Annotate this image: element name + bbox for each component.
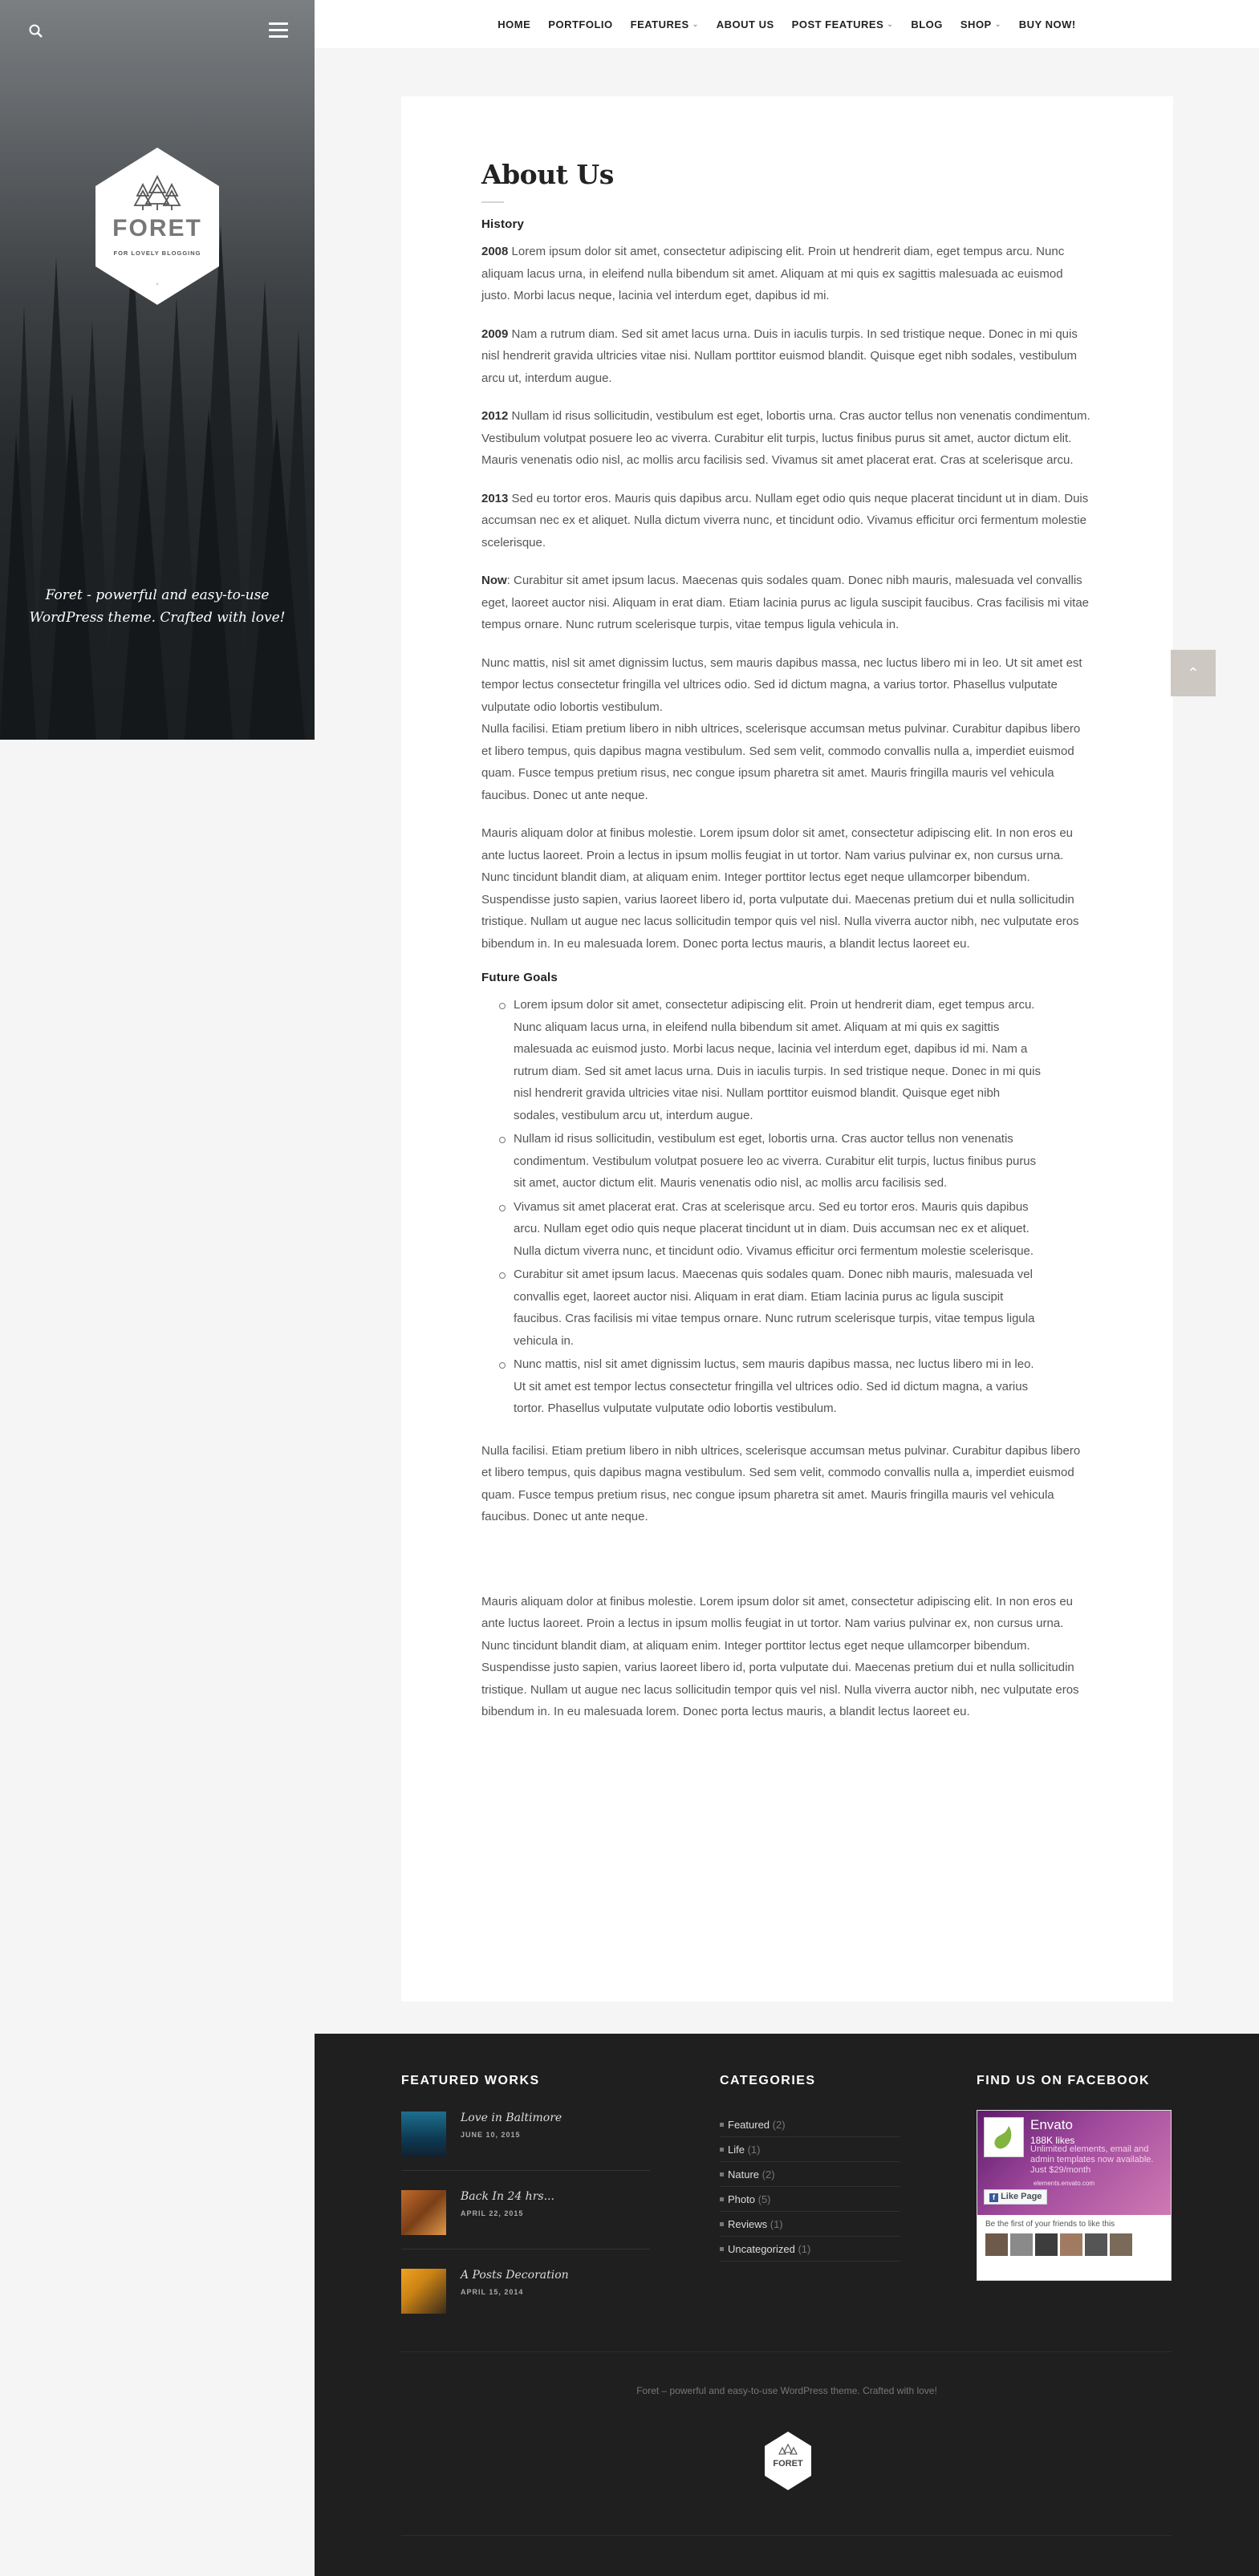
footer-credit: Foret – powerful and easy-to-use WordPress theme. Crafted with love!: [636, 2385, 937, 2396]
page-title: About Us: [481, 159, 614, 190]
history-text: : Curabitur sit amet ipsum lacus. Maecenas quis sodales quam. Donec nibh mauris, malesuada vel convallis eget, laoreet auctor nisi. Aliquam in erat diam. Etiam lacinia purus ac ligula suscipit faucibus. Cras facilisis mi vitae tempus ornare. Nunc rutrum scelerisque turpis, vitae tempus ligula vehicula in.: [481, 574, 1090, 631]
history-entry: [481, 570, 1093, 636]
goal-item: Nunc mattis, nisl sit amet dignissim luctus, sem mauris dapibus massa, nec luctus libero mi in leo. Ut sit amet est tempor lectus consectetur fringilla vel ultrices odio. Sed id dictum magna, a varius tortor. Phasellus vulputate vulputate odio lobortis vestibulum.: [514, 1353, 1059, 1420]
history-text: Nam a rutrum diam. Sed sit amet lacus urna. Duis in iaculis turpis. In sed tristique neque. Donec in mi quis nisl hendrerit gravida ultricies vitae nisi. Nullam porttitor euismod blandit. Quisque eget nibh sodales, vestibulum arcu ut, interdum augue.: [481, 327, 1078, 385]
facebook-cover: [977, 2111, 1171, 2215]
history-text: Lorem ipsum dolor sit amet, consectetur adipiscing elit. Proin ut hendrerit diam, eget tempus arcu. Nunc aliquam lacus urna, in eleifend nulla bibendum sit amet. Aliquam at mi quis ex sagittis malesuada ac euismod justo. Morbi lacus neque, lacinia vel interdum eget, dapibus id mi.: [481, 245, 1065, 302]
featured-work-thumbnail[interactable]: [401, 2190, 446, 2235]
chevron-down-icon: ⌄: [692, 19, 699, 28]
history-text: Nullam id risus sollicitudin, vestibulum est eget, lobortis urna. Cras auctor tellus non venenatis condimentum. Vestibulum volutpat posuere leo ac viverra. Curabitur elit turpis, luctus finibus purus sit amet, auctor dictum elit. Mauris venenatis odio nisl, ac mollis arcu facilisis sed. Vivamus sit amet placerat erat. Cras at scelerisque arcu.: [481, 409, 1090, 467]
history-entry: [481, 405, 1093, 472]
featured-work-title[interactable]: A Posts Decoration: [461, 2269, 569, 2282]
paragraph: Nulla facilisi. Etiam pretium libero in nibh ultrices, scelerisque accumsan metus pulvinar. Curabitur dapibus libero et libero tempus, quis dapibus magna vestibulum. Sed sem velit, commodo convallis nulla a, imperdiet euismod quam. Fusce tempus pretium risus, nec congue ipsum pharetra sit amet. Mauris fringilla mauris vel vehicula faucibus. Donec ut ante neque.: [481, 1443, 1081, 1523]
sidebar-tagline: [16, 584, 299, 629]
category-count: (2): [761, 2168, 775, 2180]
history-heading: History: [481, 217, 525, 231]
facebook-like-button[interactable]: [984, 2189, 1047, 2205]
nav-item-features[interactable]: [631, 18, 699, 30]
history-year: 2008: [481, 245, 509, 258]
category-name[interactable]: Photo: [728, 2193, 755, 2205]
paragraph: Nulla facilisi. Etiam pretium libero in nibh ultrices, scelerisque accumsan metus pulvinar. Curabitur dapibus libero et libero tempus, quis dapibus magna vestibulum. Sed sem velit, commodo convallis nulla a, imperdiet euismod quam. Fusce tempus pretium risus, nec congue ipsum pharetra sit amet. Mauris fringilla mauris vel vehicula faucibus. Donec ut ante neque.: [481, 722, 1081, 802]
avatar: [1010, 2233, 1033, 2256]
avatar: [985, 2233, 1008, 2256]
history-year: 2012: [481, 409, 509, 423]
history-text: Sed eu tortor eros. Mauris quis dapibus arcu. Nullam eget odio quis neque placerat tincidunt ut in diam. Duis accumsan nec ex et aliquet. Nulla dictum viverra nunc, et tincidunt odio. Vivamus efficitur orci fermentum molestie scelerisque.: [481, 491, 1089, 550]
avatar: [1035, 2233, 1058, 2256]
title-divider: [481, 201, 504, 203]
scroll-to-top-button[interactable]: [1171, 650, 1216, 696]
nav-menu: [315, 0, 1259, 48]
featured-work-title[interactable]: Back In 24 hrs...: [461, 2190, 554, 2203]
featured-work-item[interactable]: [401, 2269, 569, 2314]
category-name[interactable]: Life: [728, 2144, 745, 2156]
facebook-friend-avatars: [985, 2233, 1163, 2256]
facebook-page-widget[interactable]: [977, 2110, 1172, 2281]
history-entry: [481, 241, 1093, 307]
envato-logo: [984, 2117, 1024, 2157]
featured-work-title[interactable]: Love in Baltimore: [461, 2112, 562, 2124]
avatar: [1085, 2233, 1107, 2256]
history-list: [481, 241, 1093, 636]
goal-item: Nullam id risus sollicitudin, vestibulum est eget, lobortis urna. Cras auctor tellus non venenatis condimentum. Vestibulum volutpat posuere leo ac viverra. Curabitur elit turpis, luctus finibus purus sit amet, auctor dictum elit. Mauris venenatis odio nisl, ac mollis arcu facilisis sed.: [514, 1128, 1059, 1195]
history-entry: [481, 488, 1093, 554]
nav-item-shop[interactable]: [960, 18, 1001, 30]
category-item[interactable]: [720, 2112, 900, 2137]
nav-item-label: SHOP: [960, 18, 992, 30]
top-navigation: [315, 0, 1259, 48]
category-count: (1): [798, 2243, 811, 2255]
category-item[interactable]: [720, 2187, 900, 2212]
category-name[interactable]: Uncategorized: [728, 2243, 795, 2255]
tagline-line-2: WordPress theme. Crafted with love!: [29, 610, 286, 626]
avatar: [1110, 2233, 1132, 2256]
featured-works-heading: FEATURED WORKS: [401, 2074, 540, 2087]
category-name[interactable]: Reviews: [728, 2218, 768, 2230]
featured-work-item[interactable]: [401, 2112, 562, 2156]
facebook-url: elements.envato.com: [1034, 2180, 1095, 2187]
categories-list: [720, 2112, 900, 2262]
tagline-line-1: Foret - powerful and easy-to-use: [45, 587, 270, 603]
search-icon[interactable]: [27, 22, 45, 40]
nav-item-label: HOME: [498, 18, 531, 30]
nav-item-label: POST FEATURES: [791, 18, 884, 30]
nav-item-label: ABOUT US: [716, 18, 774, 30]
nav-item-post-features[interactable]: [792, 18, 894, 30]
nav-item-blog[interactable]: [911, 18, 943, 30]
nav-item-about-us[interactable]: [717, 18, 774, 30]
history-year: 2009: [481, 327, 509, 341]
nav-item-label: BLOG: [911, 18, 943, 30]
category-item[interactable]: [720, 2237, 900, 2262]
paragraph: Mauris aliquam dolor at finibus molestie. Lorem ipsum dolor sit amet, consectetur adipiscing elit. In non eros eu ante luctus laoreet. Proin a lectus in ipsum mollis feugiat in ut tortor. Nam varius pulvinar ex, non cursus urna. Nunc tincidunt blandit diam, at aliquam enim. Integer porttitor lectus eget neque ullamcorper bibendum. Suspendisse justo sapien, varius laoreet libero id, porta vulputate dui. Maecenas pretium dui et nulla sollicitudin tristique. Nullam ut augue nec lacus sollicitudin tempor quis vel nisl. Nulla viverra auctor nibh, nec vulputate eros bibendum in. In eu malesuada lorem. Donec porta lectus mauris, a blandit lectus laoreet eu.: [481, 826, 1079, 951]
category-count: (5): [757, 2193, 771, 2205]
category-item[interactable]: [720, 2162, 900, 2187]
nav-item-portfolio[interactable]: [548, 18, 612, 30]
facebook-heading: FIND US ON FACEBOOK: [977, 2074, 1151, 2087]
avatar: [1060, 2233, 1082, 2256]
featured-work-thumbnail[interactable]: [401, 2269, 446, 2314]
site-logo[interactable]: [93, 146, 221, 306]
facebook-like-label: Like Page: [1001, 2192, 1042, 2201]
facebook-page-name[interactable]: Envato: [1030, 2117, 1073, 2132]
featured-work-date: JUNE 10, 2015: [461, 2131, 521, 2139]
logo-wordmark: FORET: [112, 215, 202, 241]
category-count: (1): [770, 2218, 783, 2230]
categories-heading: CATEGORIES: [720, 2074, 816, 2087]
goal-item: Vivamus sit amet placerat erat. Cras at scelerisque arcu. Sed eu tortor eros. Mauris quis dapibus arcu. Nullam eget odio quis neque placerat tincidunt ut in diam. Duis accumsan nec ex et aliquet. Nulla dictum viverra nunc, et tincidunt odio. Vivamus efficitur orci fermentum molestie scelerisque.: [514, 1196, 1059, 1263]
nav-item-label: BUY NOW!: [1018, 18, 1076, 30]
category-name[interactable]: Nature: [728, 2168, 760, 2180]
featured-work-date: APRIL 15, 2014: [461, 2288, 524, 2296]
footer-logo[interactable]: [764, 2431, 812, 2491]
footer-logo-wordmark: FORET: [773, 2459, 803, 2468]
nav-item-home[interactable]: [498, 18, 530, 30]
sidebar-hero: [0, 0, 315, 740]
chevron-down-icon: ⌄: [887, 19, 894, 28]
paragraph: Nunc mattis, nisl sit amet dignissim luctus, sem mauris dapibus massa, nec luctus libero mi in leo. Ut sit amet est tempor lectus consectetur fringilla vel ultrices odio. Sed id dictum magna, a varius tortor. Phasellus vulputate vulputate odio lobortis vestibulum.: [481, 655, 1082, 714]
featured-work-date: APRIL 22, 2015: [461, 2209, 524, 2217]
category-count: (2): [772, 2119, 786, 2131]
category-count: (1): [747, 2144, 761, 2156]
future-goals-list: [481, 994, 1059, 1420]
history-year: Now: [481, 574, 507, 587]
category-item[interactable]: [720, 2212, 900, 2237]
category-name[interactable]: Featured: [728, 2119, 770, 2131]
history-entry: [481, 323, 1093, 390]
site-footer: [315, 2034, 1259, 2576]
page-content: [481, 159, 1093, 1739]
facebook-icon: f: [989, 2193, 998, 2202]
chevron-down-icon: ⌄: [994, 19, 1001, 28]
category-item[interactable]: [720, 2137, 900, 2162]
featured-work-item[interactable]: [401, 2190, 554, 2235]
facebook-like-count: 188K likes: [1030, 2135, 1075, 2146]
logo-subline: FOR LOVELY BLOGGING: [113, 249, 201, 257]
hamburger-menu-icon[interactable]: [269, 22, 288, 40]
content-card: [401, 96, 1173, 2002]
nav-item-label: FEATURES: [630, 18, 689, 30]
goal-item: Lorem ipsum dolor sit amet, consectetur adipiscing elit. Proin ut hendrerit diam, eget tempus arcu. Nunc aliquam lacus urna, in eleifend nulla bibendum sit amet. Aliquam at mi quis ex sagittis malesuada ac euismod justo. Morbi lacus neque, lacinia vel interdum eget, dapibus id mi. Nam a rutrum diam. Sed sit amet lacus urna. Duis in iaculis turpis. In sed tristique neque. Donec in mi quis nisl hendrerit gravida ultricies vitae nisi. Nullam porttitor euismod blandit. Quisque eget nibh sodales, vestibulum arcu ut, interdum augue.: [514, 994, 1059, 1126]
nav-item-buy-now[interactable]: [1019, 18, 1076, 30]
chevron-up-icon: ⌃: [1187, 665, 1200, 681]
nav-item-label: PORTFOLIO: [548, 18, 613, 30]
featured-work-thumbnail[interactable]: [401, 2112, 446, 2156]
history-year: 2013: [481, 491, 509, 505]
facebook-friends-text: Be the first of your friends to like this: [985, 2220, 1115, 2229]
paragraph: Mauris aliquam dolor at finibus molestie. Lorem ipsum dolor sit amet, consectetur adipiscing elit. In non eros eu ante luctus laoreet. Proin a lectus in ipsum mollis feugiat in ut tortor. Nam varius pulvinar ex, non cursus urna. Nunc tincidunt blandit diam, at aliquam enim. Integer porttitor lectus eget neque ullamcorper bibendum. Suspendisse justo sapien, varius laoreet libero id, porta vulputate dui. Maecenas pretium dui et nulla sollicitudin tristique. Nullam ut augue nec lacus sollicitudin tempor quis vel nisl. Nulla viverra auctor nibh, nec vulputate eros bibendum in. In eu malesuada lorem. Donec porta lectus mauris, a blandit lectus laoreet eu.: [481, 1594, 1079, 1718]
facebook-promo-text: Unlimited elements, email and admin templates now available. Just $29/month: [1030, 2144, 1154, 2175]
future-goals-heading: Future Goals: [481, 971, 558, 984]
goal-item: Curabitur sit amet ipsum lacus. Maecenas quis sodales quam. Donec nibh mauris, malesuada vel convallis eget, laoreet auctor nisi. Aliquam in erat diam. Etiam lacinia purus ac ligula suscipit faucibus. Cras facilisis mi vitae tempus ornare. Nunc rutrum scelerisque turpis, vitae tempus ligula vehicula in.: [514, 1264, 1059, 1352]
